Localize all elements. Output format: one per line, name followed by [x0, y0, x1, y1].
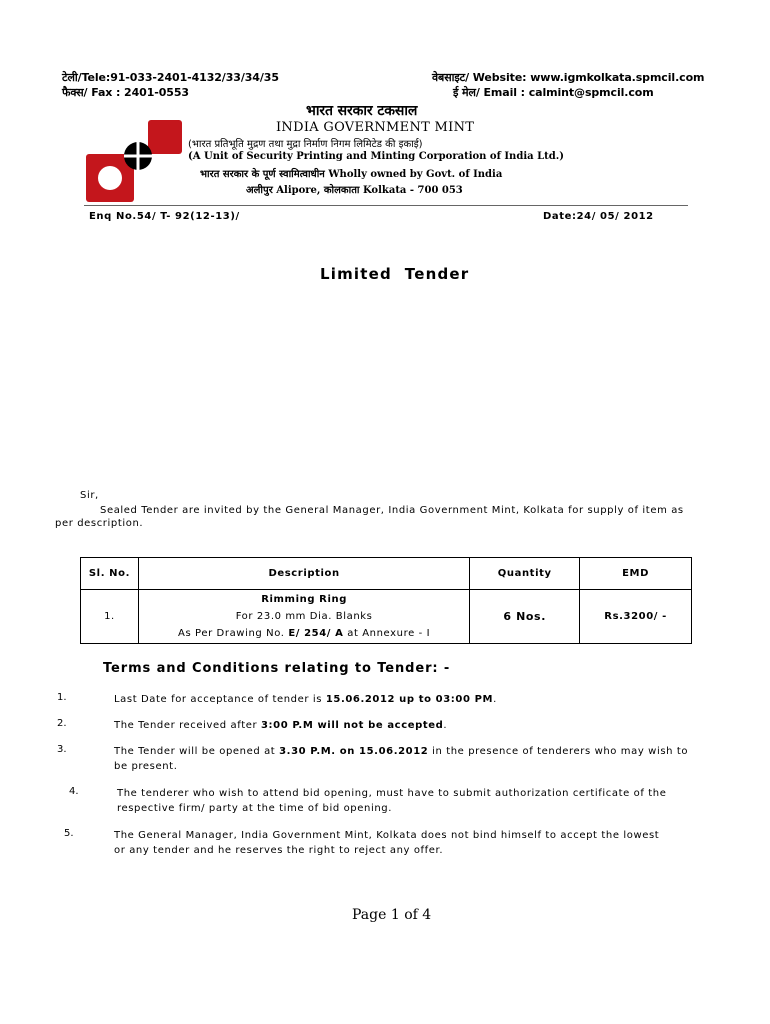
unit-line-english: (A Unit of Security Printing and Minting Corporation of India Ltd.): [188, 151, 564, 162]
unit-line-hindi: (भारत प्रतिभूति मुद्रण तथा मुद्रा निर्माण निगम लिमिटेड की इकाई): [188, 139, 423, 150]
enquiry-number: Enq No.54/ T- 92(12-13)/: [89, 211, 240, 222]
term-number: 2.: [57, 718, 67, 729]
term-text-continued: respective firm/ party at the time of bid opening.: [117, 803, 392, 814]
header-sl-no: Sl. No.: [81, 558, 139, 590]
term-text: The Tender received after: [114, 720, 261, 731]
term-item: [114, 718, 447, 733]
letter-date: Date:24/ 05/ 2012: [543, 211, 654, 222]
cell-description: [138, 590, 469, 644]
drawing-suffix: at Annexure - I: [343, 628, 431, 639]
term-item: [114, 828, 659, 858]
address-line: अलीपुर Alipore, कोलकाता Kolkata - 700 053: [246, 185, 463, 196]
table-row: [81, 590, 692, 644]
term-text: The tenderer who wish to attend bid opening, must have to submit authorization certificate of the: [117, 788, 667, 799]
term-text: Last Date for acceptance of tender is: [114, 694, 326, 705]
term-text-end: .: [443, 720, 448, 731]
term-number: 5.: [64, 828, 74, 839]
term-text: The General Manager, India Government Mint, Kolkata does not bind himself to accept the lowest: [114, 830, 660, 841]
term-number: 3.: [57, 744, 67, 755]
term-emphasis: 3.30 P.M. on 15.06.2012: [279, 746, 429, 757]
term-number: 1.: [57, 692, 67, 703]
document-title: Limited Tender: [320, 265, 470, 283]
header-description: Description: [138, 558, 469, 590]
ownership-line: भारत सरकार के पूर्ण स्वामित्वाधीन Wholly owned by Govt. of India: [200, 169, 503, 180]
cell-emd: Rs.3200/ -: [580, 590, 692, 644]
term-emphasis: 15.06.2012 up to 03:00 PM: [325, 694, 494, 705]
intro-line-1: Sealed Tender are invited by the General Manager, India Government Mint, Kolkata for supply of item as: [100, 505, 684, 516]
term-item: [114, 744, 688, 774]
term-text-end: .: [493, 694, 497, 705]
email-address: ई मेल/ Email : calmint@spmcil.com: [453, 86, 654, 99]
term-item: [117, 786, 667, 816]
org-name-hindi: भारत सरकार टकसाल: [306, 103, 418, 119]
mint-logo-coin-icon: [122, 140, 154, 172]
header-emd: EMD: [580, 558, 692, 590]
cell-quantity: 6 Nos.: [470, 590, 580, 644]
item-name: Rimming Ring: [261, 594, 347, 605]
item-drawing: [139, 625, 469, 642]
term-text-continued: be present.: [114, 761, 178, 772]
items-table: [80, 557, 692, 644]
term-number: 4.: [69, 786, 79, 797]
website-address: वेबसाइट/ Website: www.igmkolkata.spmcil.com: [432, 71, 705, 84]
drawing-prefix: As Per Drawing No.: [178, 628, 289, 639]
term-text-continued: or any tender and he reserves the right to reject any offer.: [114, 845, 444, 856]
fax-number: फैक्स/ Fax : 2401-0553: [62, 86, 189, 99]
term-item: [114, 692, 497, 707]
intro-line-2: per description.: [55, 518, 144, 529]
telephone-number: टेली/Tele:91-033-2401-4132/33/34/35: [62, 71, 279, 84]
term-text-end: in the presence of tenderers who may wish to: [428, 746, 689, 757]
header-divider: [84, 205, 688, 206]
term-emphasis: 3:00 P.M will not be accepted: [260, 720, 444, 731]
item-spec: For 23.0 mm Dia. Blanks: [235, 611, 373, 622]
page-number: Page 1 of 4: [352, 907, 432, 923]
term-text: The Tender will be opened at: [114, 746, 280, 757]
terms-heading: Terms and Conditions relating to Tender: -: [103, 661, 451, 676]
salutation: Sir,: [80, 490, 99, 501]
org-name-english: INDIA GOVERNMENT MINT: [276, 120, 475, 135]
cell-sl-no: 1.: [81, 590, 139, 644]
table-header-row: [81, 558, 692, 590]
header-quantity: Quantity: [470, 558, 580, 590]
drawing-number: E/ 254/ A: [288, 628, 344, 639]
